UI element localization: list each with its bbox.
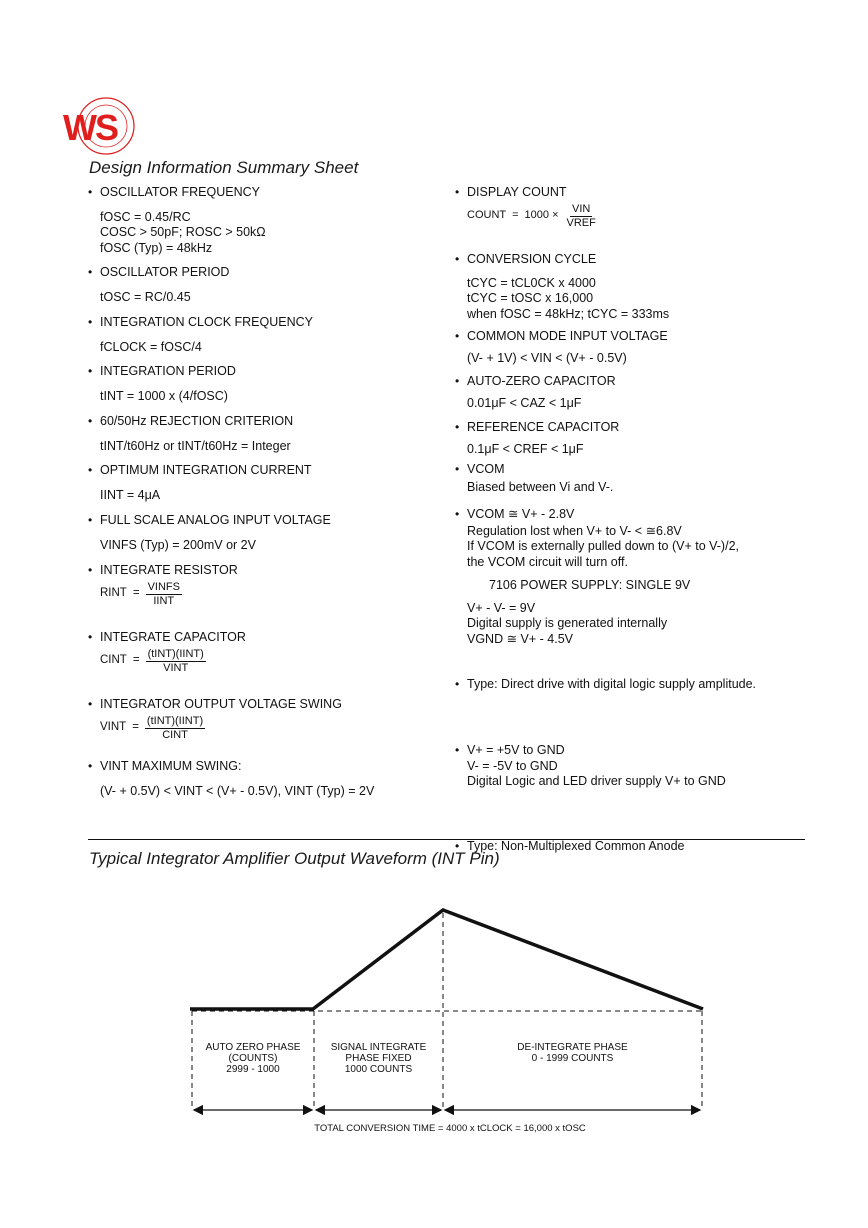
cm-voltage-heading: COMMON MODE INPUT VOLTAGE	[467, 329, 668, 343]
swing-heading: INTEGRATOR OUTPUT VOLTAGE SWING	[100, 697, 342, 711]
formula-line: COSC > 50pF; ROSC > 50kΩ	[100, 225, 266, 239]
full-scale-heading: FULL SCALE ANALOG INPUT VOLTAGE	[100, 513, 331, 527]
int-clock-item: • INTEGRATION CLOCK FREQUENCY fCLOCK = fOSC/4	[88, 315, 448, 364]
led-supply-item: • V+ = +5V to GND V- = -5V to GND Digital Logic and LED driver supply V+ to GND	[455, 743, 835, 818]
fraction-denominator: VREF	[566, 216, 596, 229]
fraction	[146, 648, 206, 675]
int-period-heading: INTEGRATION PERIOD	[100, 364, 236, 378]
formula-line: V+ = +5V to GND	[467, 743, 565, 757]
phase-label-de-integrate: DE-INTEGRATE PHASE 0 - 1999 COUNTS	[517, 1042, 628, 1064]
osc-frequency-heading: OSCILLATOR FREQUENCY	[100, 185, 260, 199]
formula-line: Type: Direct drive with digital logic supply amplitude.	[467, 677, 757, 691]
fraction-numerator: VINFS	[147, 580, 180, 593]
formula-line: tCYC = tOSC x 16,000	[467, 291, 594, 305]
osc-period-item: • OSCILLATOR PERIOD tOSC = RC/0.45	[88, 265, 448, 315]
max-swing-heading: VINT MAXIMUM SWING:	[100, 759, 242, 773]
conversion-cycle-item: • CONVERSION CYCLE tCYC = tCL0CK x 4000 tCYC = tOSC x 16,000 when fOSC = 48kHz; tCYC = 333ms	[455, 252, 835, 329]
vcom-regulation-heading: VCOM ≅ V+ - 2.8V	[467, 507, 575, 521]
full-scale-item: • FULL SCALE ANALOG INPUT VOLTAGE VINFS (Typ) = 200mV or 2V	[88, 513, 448, 563]
waveform-line	[190, 910, 703, 1009]
formula-line: V+ - V- = 9V	[467, 600, 536, 615]
vcom-heading: VCOM	[467, 462, 505, 476]
formula-line: when fOSC = 48kHz; tCYC = 333ms	[467, 306, 670, 321]
equation-lhs: COUNT	[467, 209, 507, 222]
formula-line: tINT = 1000 x (4/fOSC)	[100, 388, 228, 403]
formula-line: tINT/t60Hz or tINT/t60Hz = Integer	[100, 438, 291, 453]
vcom-item: • VCOM Biased between Vi and V-.	[455, 462, 835, 507]
section-divider	[88, 839, 805, 840]
formula-line: fCLOCK = fOSC/4	[100, 339, 202, 354]
vcom-regulation-item: • VCOM ≅ V+ - 2.8V Regulation lost when V+ to V- < ≅6.8V If VCOM is externally pulled down to (V+ to V-)/2, the VCOM circuit will turn off.	[455, 507, 835, 578]
opt-current-item: • OPTIMUM INTEGRATION CURRENT IINT = 4μA	[88, 463, 448, 513]
formula-line: tOSC = RC/0.45	[100, 289, 191, 304]
fraction-denominator: VINT	[163, 661, 189, 674]
fraction-denominator: IINT	[153, 594, 175, 607]
formula-line: Biased between Vi and V-.	[467, 479, 614, 494]
formula-line: Digital supply is generated internally	[467, 616, 668, 630]
int-capacitor-heading: INTEGRATE CAPACITOR	[100, 630, 246, 644]
total-conversion-time: TOTAL CONVERSION TIME = 4000 x tCLOCK = 16,000 x tOSC	[314, 1123, 586, 1134]
company-logo	[60, 96, 140, 156]
swing-item: • INTEGRATOR OUTPUT VOLTAGE SWING VINT = $\frac{\text{(tINT)(IINT)}}{\text{CINT}}$	[88, 697, 448, 759]
formula-line: 0.1μF < CREF < 1μF	[467, 441, 584, 456]
fraction	[565, 203, 598, 230]
formula-line: IINT = 4μA	[100, 487, 161, 502]
formula-line: 0.01μF < CAZ < 1μF	[467, 395, 582, 410]
formula-line: Type: Non-Multiplexed Common Anode	[467, 839, 685, 853]
power-supply-heading: 7106 POWER SUPPLY: SINGLE 9V	[489, 578, 691, 592]
int-resistor-heading: INTEGRATE RESISTOR	[100, 563, 238, 577]
svg-text:WS: WS	[63, 107, 117, 148]
ref-capacitor-item: • REFERENCE CAPACITOR 0.1μF < CREF < 1μF	[455, 420, 835, 462]
rejection-heading: 60/50Hz REJECTION CRITERION	[100, 414, 294, 428]
formula-line: fOSC (Typ) = 48kHz	[100, 240, 213, 255]
equation-multiplier: 1000 ×	[524, 209, 559, 222]
conversion-cycle-heading: CONVERSION CYCLE	[467, 252, 597, 266]
display-count-heading: DISPLAY COUNT	[467, 185, 567, 199]
display-count-item: • DISPLAY COUNT COUNT = 1000 × $\frac{\text{VIN}}{\text{VREF}}$	[455, 185, 835, 252]
fraction	[146, 581, 182, 608]
display-type-item: • Type: Direct drive with digital logic supply amplitude.	[455, 677, 835, 722]
phase-label-auto-zero: AUTO ZERO PHASE (COUNTS) 2999 - 1000	[205, 1042, 301, 1075]
formula-line: VGND ≅ V+ - 4.5V	[467, 631, 573, 646]
formula-line: tCYC = tCL0CK x 4000	[467, 275, 596, 290]
rejection-item: • 60/50Hz REJECTION CRITERION tINT/t60Hz or tINT/t60Hz = Integer	[88, 414, 448, 463]
right-column	[455, 185, 835, 855]
cm-voltage-item: • COMMON MODE INPUT VOLTAGE (V- + 1V) < VIN < (V+ - 0.5V)	[455, 329, 835, 374]
waveform-title: Typical Integrator Amplifier Output Waveform (INT Pin)	[89, 849, 500, 868]
left-column	[88, 185, 448, 799]
int-resistor-item: • INTEGRATE RESISTOR RINT = $\frac{\text{VINFS}}{\text{IINT}}$	[88, 563, 448, 630]
az-capacitor-heading: AUTO-ZERO CAPACITOR	[467, 374, 616, 388]
equation-lhs: RINT	[100, 587, 127, 600]
fraction-numerator: (tINT)(IINT)	[147, 647, 204, 660]
page-title: Design Information Summary Sheet	[89, 158, 359, 177]
formula-line: If VCOM is externally pulled down to (V+ to V-)/2,	[467, 539, 739, 553]
int-period-item: • INTEGRATION PERIOD tINT = 1000 x (4/fOSC)	[88, 364, 448, 414]
phase-label-signal-integrate: SIGNAL INTEGRATE PHASE FIXED 1000 COUNTS	[330, 1042, 427, 1075]
osc-period-heading: OSCILLATOR PERIOD	[100, 265, 230, 279]
int-capacitor-item: • INTEGRATE CAPACITOR CINT = $\frac{\text{(tINT)(IINT)}}{\text{VINT}}$	[88, 630, 448, 697]
waveform-diagram	[150, 895, 730, 1130]
formula-line: fOSC = 0.45/RC	[100, 209, 191, 224]
display-type-item-2: • Type: Non-Multiplexed Common Anode	[455, 839, 835, 855]
ref-capacitor-heading: REFERENCE CAPACITOR	[467, 420, 620, 434]
fraction-numerator: (tINT)(IINT)	[146, 714, 204, 727]
formula-line: VINFS (Typ) = 200mV or 2V	[100, 537, 256, 552]
formula-line: the VCOM circuit will turn off.	[467, 554, 628, 569]
formula-line: Digital Logic and LED driver supply V+ to GND	[467, 774, 726, 788]
az-capacitor-item: • AUTO-ZERO CAPACITOR 0.01μF < CAZ < 1μF	[455, 374, 835, 420]
equation-lhs: CINT	[100, 654, 127, 667]
power-supply-item	[455, 578, 835, 656]
fraction-numerator: VIN	[572, 202, 591, 215]
opt-current-heading: OPTIMUM INTEGRATION CURRENT	[100, 463, 312, 477]
equation-lhs: VINT	[100, 721, 127, 734]
formula-line: (V- + 0.5V) < VINT < (V+ - 0.5V), VINT (Typ) = 2V	[100, 783, 375, 798]
fraction-denominator: CINT	[162, 728, 188, 741]
osc-frequency-item: • OSCILLATOR FREQUENCY fOSC = 0.45/RC COSC > 50pF; ROSC > 50kΩ fOSC (Typ) = 48kHz	[88, 185, 448, 265]
formula-line: V- = -5V to GND	[467, 758, 558, 773]
int-clock-heading: INTEGRATION CLOCK FREQUENCY	[100, 315, 313, 329]
max-swing-item: • VINT MAXIMUM SWING: (V- + 0.5V) < VINT < (V+ - 0.5V), VINT (Typ) = 2V	[88, 759, 448, 799]
formula-line: (V- + 1V) < VIN < (V+ - 0.5V)	[467, 350, 627, 365]
formula-line: Regulation lost when V+ to V- < ≅6.8V	[467, 523, 682, 538]
fraction	[145, 715, 205, 742]
